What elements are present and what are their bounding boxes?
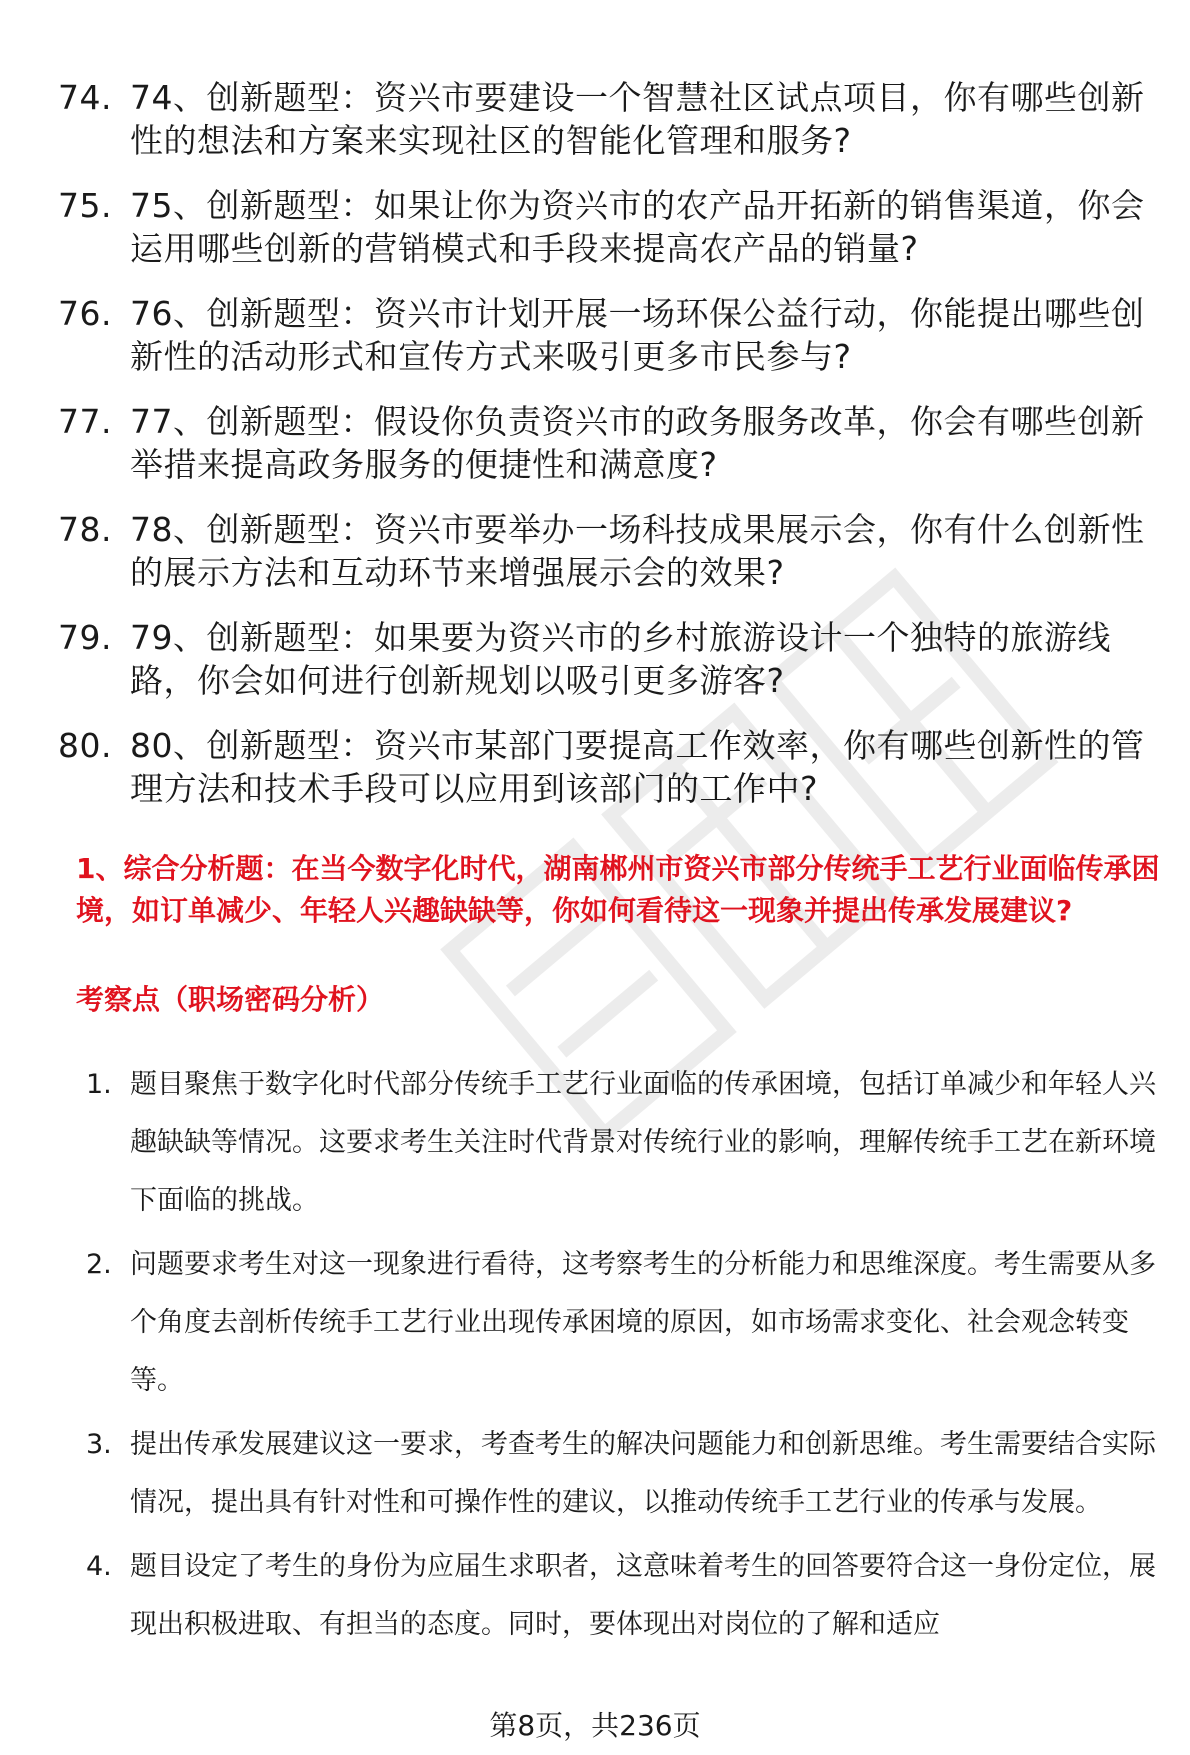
question-text: 79、创新题型：如果要为资兴市的乡村旅游设计一个独特的旅游线路，你会如何进行创新规划以吸引更多游客? [130,618,1111,700]
question-text: 75、创新题型：如果让你为资兴市的农产品开拓新的销售渠道，你会运用哪些创新的营销模式和手段来提高农产品的销量? [130,186,1145,268]
point-number: 4. [86,1551,112,1582]
question-text: 74、创新题型：资兴市要建设一个智慧社区试点项目，你有哪些创新性的想法和方案来实现社区的智能化管理和服务? [130,78,1145,160]
question-number: 74. [58,78,112,117]
point-number: 1. [86,1069,112,1100]
point-text: 提出传承发展建议这一要求，考查考生的解决问题能力和创新思维。考生需要结合实际情况，提出具有针对性和可操作性的建议，以推动传统手工艺行业的传承与发展。 [130,1429,1156,1518]
question-item [58,184,1158,270]
question-number: 76. [58,294,112,333]
point-text: 题目设定了考生的身份为应届生求职者，这意味着考生的回答要符合这一身份定位，展现出积极进取、有担当的态度。同时，要体现出对岗位的了解和适应 [130,1551,1156,1640]
question-item [58,508,1158,594]
question-number: 79. [58,618,112,657]
question-item [58,292,1158,378]
question-item [58,724,1158,810]
analysis-point [86,1416,1166,1532]
analysis-point [86,1538,1166,1654]
question-number: 78. [58,510,112,549]
section-subheading: 考察点（职场密码分析） [76,983,385,1016]
question-text: 78、创新题型：资兴市要举办一场科技成果展示会，你有什么创新性的展示方法和互动环节来增强展示会的效果? [130,510,1145,592]
point-text: 问题要求考生对这一现象进行看待，这考察考生的分析能力和思维深度。考生需要从多个角度去剖析传统手工艺行业出现传承困境的原因，如市场需求变化、社会观念转变等。 [130,1249,1156,1396]
question-number: 80. [58,726,112,765]
question-list [58,76,1158,832]
question-text: 77、创新题型：假设你负责资兴市的政务服务改革，你会有哪些创新举措来提高政务服务的便捷性和满意度? [130,402,1145,484]
question-item [58,616,1158,702]
question-item [58,400,1158,486]
question-text: 80、创新题型：资兴市某部门要提高工作效率，你有哪些创新性的管理方法和技术手段可以应用到该部门的工作中? [130,726,1145,808]
point-number: 3. [86,1429,112,1460]
question-text: 76、创新题型：资兴市计划开展一场环保公益行动，你能提出哪些创新性的活动形式和宣传方式来吸引更多市民参与? [130,294,1145,376]
point-number: 2. [86,1249,112,1280]
point-text: 题目聚焦于数字化时代部分传统手工艺行业面临的传承困境，包括订单减少和年轻人兴趣缺缺等情况。这要求考生关注时代背景对传统行业的影响，理解传统手工艺在新环境下面临的挑战。 [130,1069,1156,1216]
section-heading: 1、综合分析题：在当今数字化时代，湖南郴州市资兴市部分传统手工艺行业面临传承困境，如订单减少、年轻人兴趣缺缺等，你如何看待这一现象并提出传承发展建议? [76,852,1160,927]
analysis-point [86,1056,1166,1230]
question-item [58,76,1158,162]
question-number: 75. [58,186,112,225]
analysis-point [86,1236,1166,1410]
page-footer: 第8页，共236页 [489,1709,701,1742]
analysis-point-list [86,1056,1166,1660]
question-number: 77. [58,402,112,441]
